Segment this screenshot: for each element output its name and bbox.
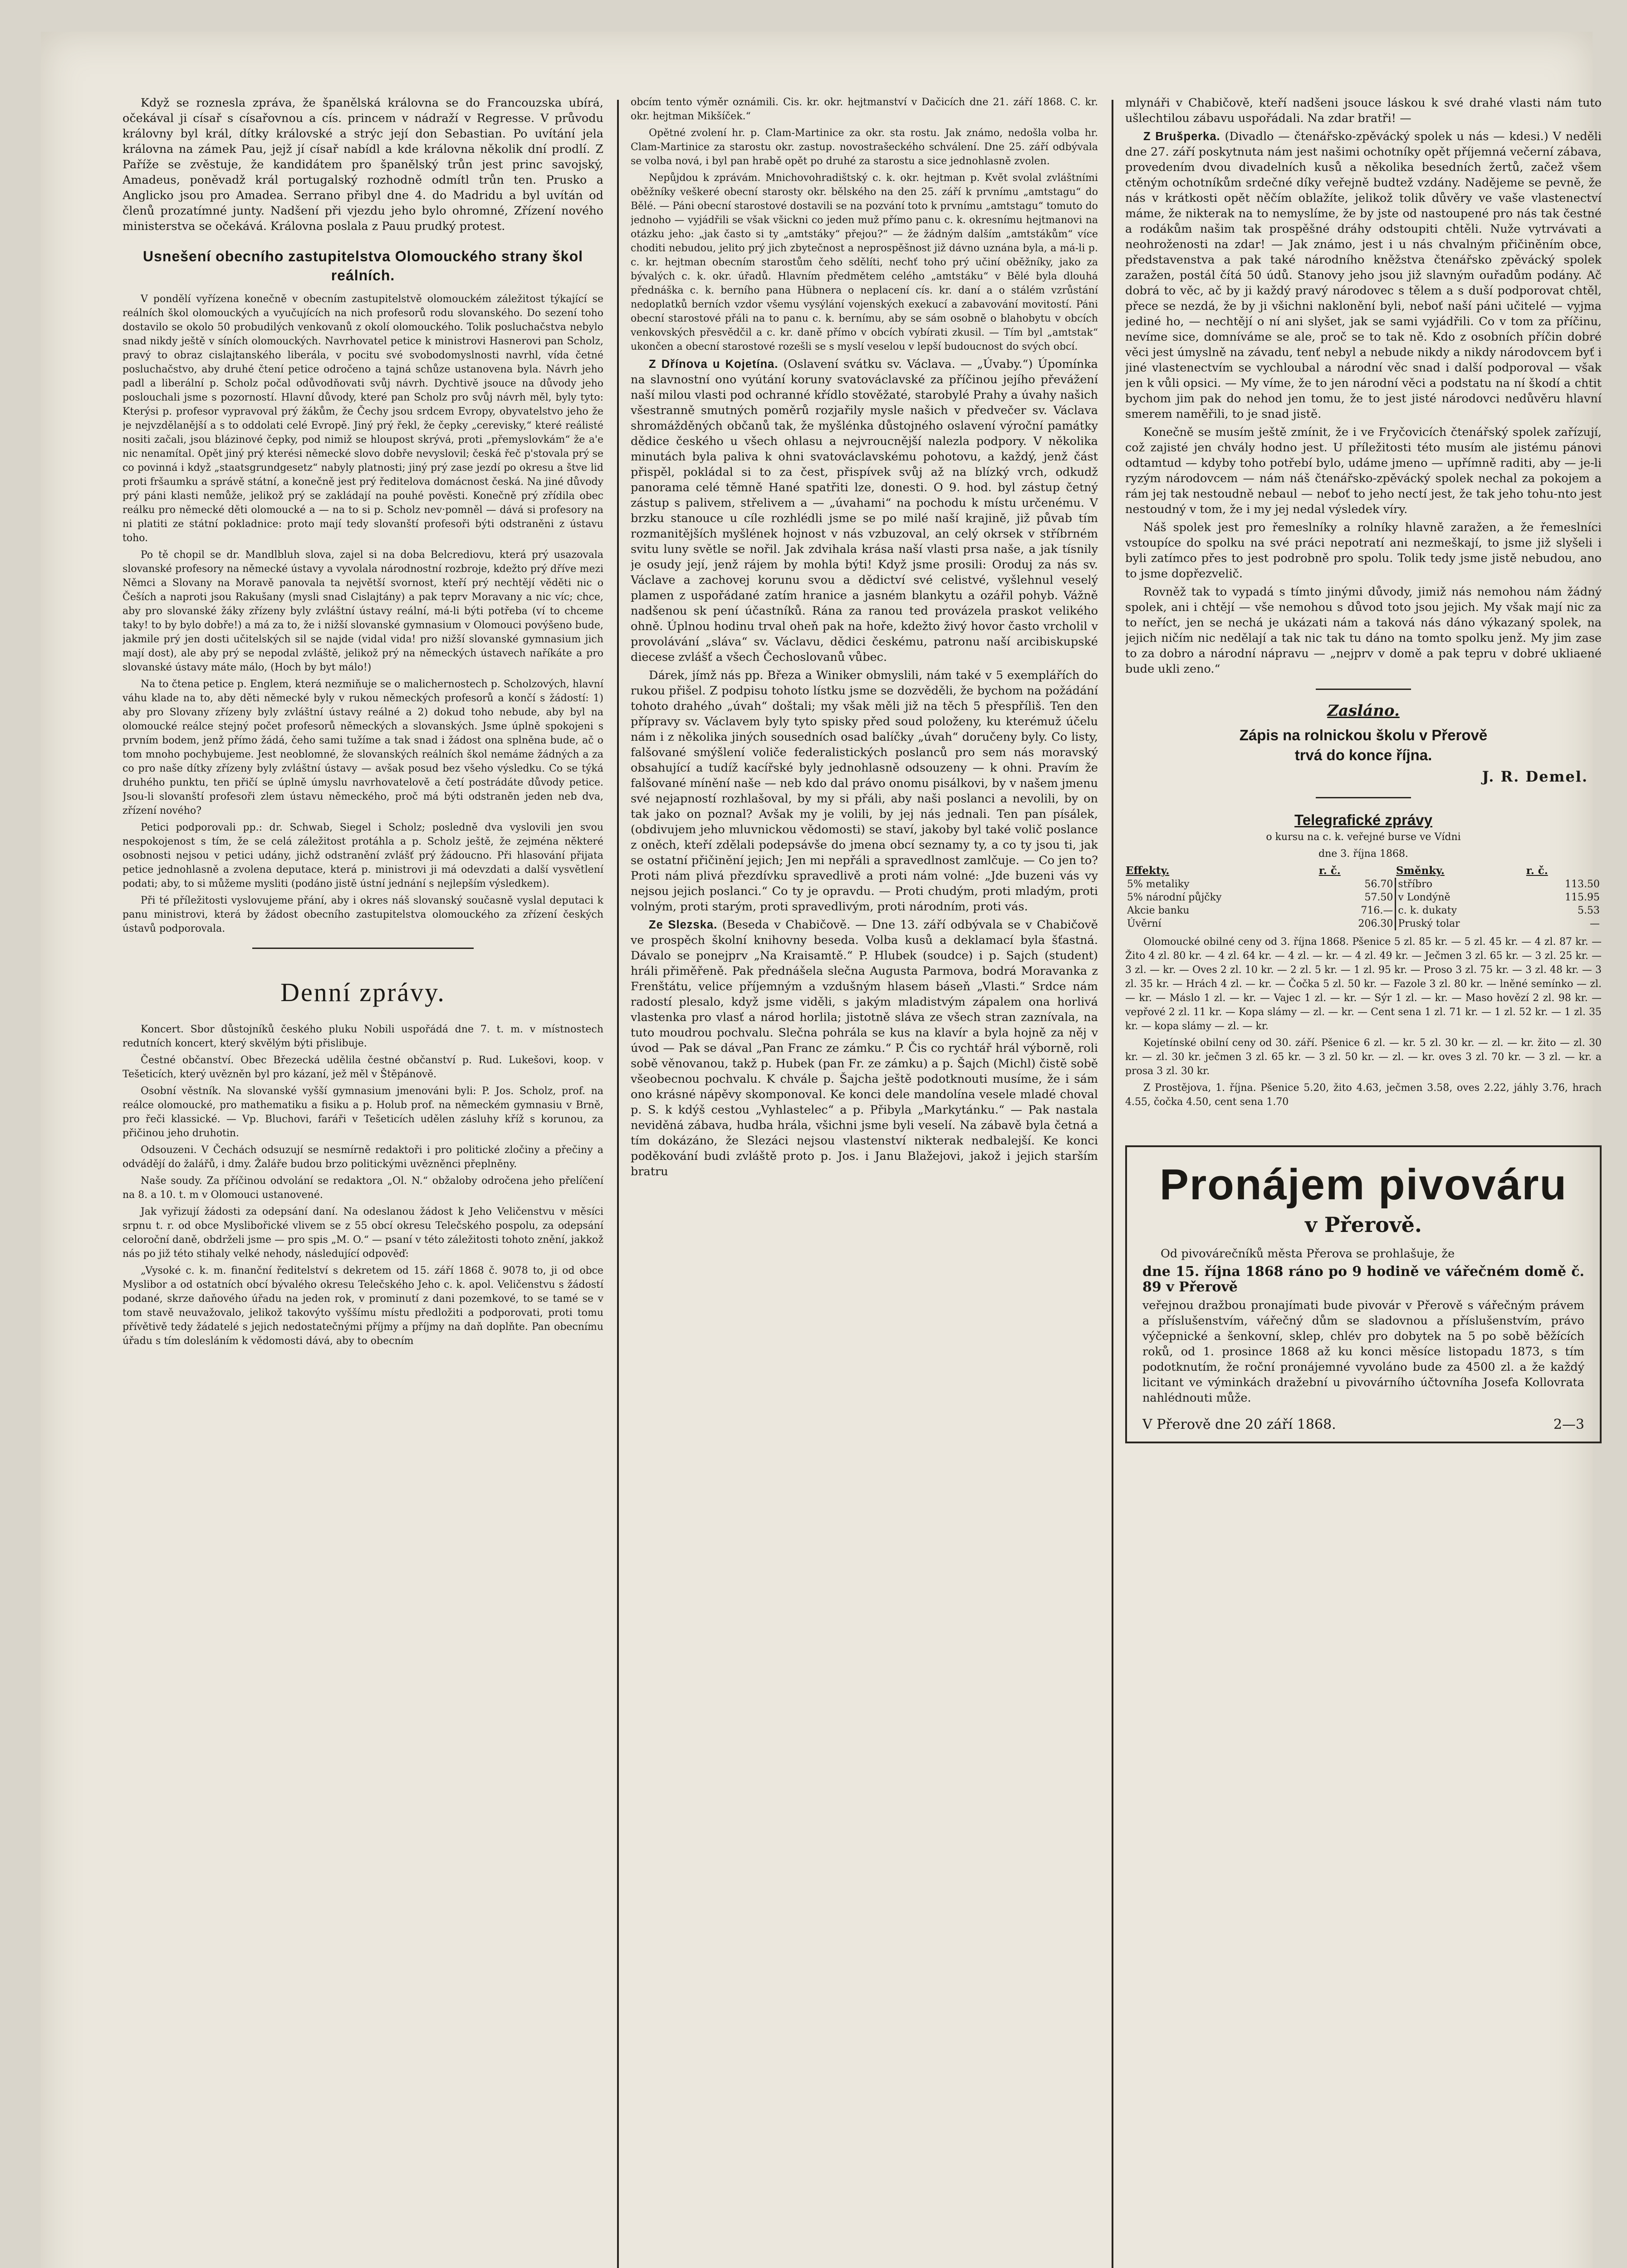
section-heading-olomouc: Usnešení obecního zastupitelstva Olomouckého strany škol reálních. — [142, 248, 583, 284]
news-lead: Ze Slezska. — [649, 919, 718, 931]
cell: — — [1590, 918, 1600, 929]
column-right — [1125, 95, 1602, 2268]
cell: 5% národní půjčky — [1127, 892, 1222, 903]
paragraph: Na to čtena petice p. Englem, která nezmiňuje se o malichernostech p. Scholzových, hlavní váhu klade na to, aby děti německé byly v rukou německých profesorů a končí s žádostí: 1) aby pro Slovany zřízeny byly zvláštní ústavy reálné a 2) dokud toho nebude, aby byl na olomoucké reálce stejný počet profesorů německých a slovanských. Jsme úplně spokojeni s prvním bodem, jenž přímo žádá, čeho sami tužíme a tak snad i žádost ona splněna bude, ač o tom mnoho pochybujeme. Jest neoblomné, že slovanských reálních škol nemáme žádných a za co pro naše dítky zřízeny byly zvláštní ústavy — avšak posud bez všeho výsledku. Co se týká druhého punktu, ten přičí se úplně úmyslu navrhovatelově a četí postrádáte důvody petice. Jsou-li slovanští profesoři zlem ústavu německého, proč má býti odstraněn jeden neb dva, zřízení nového? — [123, 679, 603, 816]
column-middle — [631, 95, 1098, 2268]
grain-prices-kojetin: Kojetínské obilní ceny od 30. září. Pšenice 6 zl. — kr. 5 zl. 30 kr. — zl. — kr. žito — zl. 30 kr. — zl. 30 kr. ječmen 3 zl. 65 kr. — 3 zl. 50 kr. — zl. — kr. oves 3 zl. 70 kr. — 3 zl. — kr. a prosa 3 zl. 30 kr. — [1125, 1037, 1602, 1077]
paragraph: V pondělí vyřízena konečně v obecním zastupitelstvě olomouckém záležitost týkající se reálních škol olomouckých a vyučujících na nich profesorů rodu slovanského. Do sezení toho dostavilo se okolo 50 probudilých venkovanů z okolí olomouckého. Tolik posluchačstva nebylo snad nikdy ještě v síních olomouckých. Navrhovatel petice k ministrovi Hasnerovi pan Scholz, pravý to obraz cislajtanského liberála, v pocitu své svobodomyslnosti navrhl, vída četné posluchačstvo, aby druhé čtení petice odročeno a tajná schůze ustanovena byla. Návrh jeho padl a liberální p. Scholz počal odůvodňovati svůj návrh. Dychtivě jsouce na důvody jeho poslouchali jsme s pozorností. Hlavní důvody, které pan Scholz pro svůj návrh měl, byly tyto: Kterýsi p. profesor vypravoval prý žákům, že Čechy jsou srdcem Evropy, obyvatelstvo jeho že je nejvzdělanější a s to oddolati celé Evropě. Jiný prý řekl, že čepky „cerevisky,“ které reálisté nositi začali, jsou blázinové čepky, pod nimiž se hloupost skrývá, proti „přemyslovkám“ že a'e nic nenamítal. Opět jiný prý kterési německé slovo dobře nevyslovil; česká řeč p'stovala prý se co povinná i když „staatsgrundgesetz“ nabyly platnosti; jiný prý zase jezdí po okresu a štve lid proti fršaumku a správě státní, a konečně jest prý ředitelova domácnost česká. Na jiné důvody prý páni klasti nemůže, jelikož prý se zakládají na pouhé pověsti. Konečně prý zřídila obec reálku pro německé děti olomoucké a — na to si p. Scholz nev·pomněl — dává si profesory na ni platiti ze státní pokladnice: proto mají tedy slovanští profesoři býti odstraněni z ústavu toho. — [123, 293, 603, 544]
paragraph: obcím tento výměr oznámili. Cis. kr. okr. hejtmanství v Dačicích dne 21. září 1868. C. kr. okr. hejtman Mikšíček.“ — [631, 97, 1098, 122]
news-item-drinov — [631, 357, 1098, 665]
paragraph: Rovněž tak to vypadá s tímto jinými důvody, jimiž nás nemohou nám žádný spolek, ani i chtějí — vše nemohou s důvod toto jsou jejich. My však mají nic za to neříct, jen se nechá je ukázati nám a taková nás dáno výkazaný spolek, na jejich ničím nic nedělají a tak nic tak tu dáno na tomto spolku jenž. My jim zase to za dobro a národní nápravu — „nejprv v domě a pak tepru v dobré ukliaené bude ukli zeno.“ — [1125, 585, 1602, 676]
cell: 57.50 — [1318, 891, 1396, 904]
zaslano-heading: Zasláno. — [1327, 702, 1400, 720]
cell: Pruský tolar — [1398, 918, 1460, 929]
cell: stříbro — [1398, 879, 1432, 890]
table-row — [1125, 878, 1602, 891]
table-row — [1125, 917, 1602, 930]
column-rule-right — [1112, 100, 1113, 2268]
cell: 113.50 — [1565, 879, 1600, 890]
telegraf-sub: o kursu na c. k. veřejné burse ve Vídni — [1266, 831, 1461, 843]
cell: 206.30 — [1318, 917, 1396, 930]
cell: 716.— — [1318, 904, 1396, 917]
news-item: Osobní věstník. Na slovanské vyšší gymnasium jmenováni byli: P. Jos. Scholz, prof. na reálce olomoucké, pro mathematiku a fisiku a p. Holub prof. na německém gymnasiu v Brně, pro řeči klassické. — Vp. Bluchovi, faráři v Tešeticích udělen zásluhy kříž s korunou, za přičinou jeho druhotin. — [123, 1085, 603, 1139]
ad-date-bold: dne 15. října 1868 ráno po 9 hodině ve vářečném domě č. 89 v Přerově — [1142, 1264, 1584, 1295]
table-row — [1125, 904, 1602, 917]
ad-subtitle: v Přerově. — [1305, 1212, 1422, 1237]
news-item: Čestné občanství. Obec Březecká udělila čestné občanství p. Rud. Lukešovi, koop. v Tešeticích, který uvězněn byl pro kázaní, jež měl v Štěpánově. — [123, 1055, 603, 1080]
article-spain-queen: Když se roznesla zpráva, že španělská královna se do Francouzska ubírá, očekával ji císař s císařovnou a cís. princem v nádraží v Regresse. V průvodu královny byl král, dítky královské a strýc její don Sebastian. Po uvítání jela královna na zámek Pau, jejž jí císař nabídl a kde královna několik dní prodlí. Z Paříže se zvěstuje, že kandidátem pro španělský trůn jest princ savojský, Amadeus, poněvadž král portugalský rozhodně odmítl trůn ten. Prusko a Anglicko jsou pro Amadea. Serrano přibyl dne 4. do Madridu a byl uvítán od členů prozatímné junty. Nadšení při vjezdu jeho bylo ohromné, Zřízení nového ministerstva se očekává. Královna poslala z Pauu prudký protest. — [123, 96, 603, 233]
section-heading-denni: Denní zprávy. — [280, 978, 446, 1007]
news-item-slezsko — [631, 917, 1098, 1179]
news-item: Odsouzeni. V Čechách odsuzují se nesmírně redaktoři i pro politické zločiny a přečiny a odvádějí do žalářů, i dmy. Žaláře budou brzo politickými uvězněnci přeplněny. — [123, 1144, 603, 1170]
column-left — [123, 95, 603, 2268]
cell: Akcie banku — [1127, 905, 1190, 916]
news-body: (Beseda v Chabičově. — Dne 13. září odbývala se v Chabičově ve prospěch školní knihovny beseda. Volba kusů a deklamací byla šťastná. Dávalo se ponejprv „Na Kraisamtě.“ P. Hlubek (soudce) i p. Sajch (student) hráli přiměřeně. Pak přednášela slečna Augusta Parmova, bodrá Moravanka z Frenštátu, velice příjemným a vzdušným hlasem báseň „Vlasti.“ Srdce nám radostí plesalo, když jsme viděli, s jakým mladistvým zápalem ona horlivá vlastenka pro vlasť a národ horlila; jistotně sláva ze všech stran zaznívala, na tuto moudrou pochvalu. Slečna pohrála se kus na klavír a byla hojně za něj v úvod — Pak se dával „Pan Franc ze zámku.“ P. Čis co rychtář hrál výborně, roli sobě věnovanou, takž p. Hubek (pan Fr. ze zámku) a p. Šajch (Michl) čistě sobě všeobecnou pochvalu. K chvále p. Šajcha ještě podotknouti musíme, že i sám ono krásné nápěvy skomponoval. Ke konci dele mandolína vesele mladé choval p. S. k kdýš cestou „Vyhlastelec“ a p. Přibyla „Markytánku.“ — Pak nastala neviděná zábava, hudba hrála, všichni jsme byli veselí. Na zábavě byla četná a tím dokázáno, že Slezáci nejsou vlastenství nikterak nedbalejší. Ke konci poděkování budi zvláště proto p. Jos. i Janu Blažejovi, jakož i jejich starším bratru — [631, 918, 1098, 1178]
cell: 5.53 — [1578, 905, 1600, 916]
paragraph: mlynáři v Chabičově, kteří nadšeni jsouce láskou k své drahé vlasti nám tuto ušlechtilou zábavu uspořádali. Na zdar bratři! — — [1125, 96, 1602, 125]
paragraph: Petici podporovali pp.: dr. Schwab, Siegel i Scholz; posledně dva vyslovili jen svou nespokojenost s tím, že se celá záležitost protáhla a p. Scholz ještě, že zejména některé osobnosti nejsou v petici udány, jichž odstranění zvlášť prý žádoucno. Při hlasování přijata petice jednohlasně a zvolena deputace, která p. ministrovi ji má odevzdati a další vysvětlení podati; aby, to si můžeme mysliti (podáno jistě ústní jednání s nejlepším výsledkem). — [123, 822, 603, 890]
news-body: (Divadlo — čtenářsko-zpěvácký spolek u nás — kdesi.) V neděli dne 27. září poskytnuta nám jest našimi ochotníky opět příjemná večerní zábava, provedením dvou divadelních kusů a několika besedních žertů, začež všem ctěným ochotníkům srdečné díky veřejně budtež vzdány. Nadějeme se pevně, že nás v krátkosti opět něčím oblažíte, jelikož tolik důvěry ve vaše vlastenectví máme, že nikterak na to nemyslíme, že by jste od nastoupené pro nás tak čestné a rodákům našim tak prospěšné dráhy odstoupiti chtěli. Nuže vytrvávati a neohroženosti na zdar! — Jak známo, jest i u nás chvalným přičiněním obce, představenstva a pak také národního kněžstva čtenářsko zpěvácký spolek zaražen, postál čítá 50 údů. Stanovy jeho jsou již slavným ouřadům podány. Ač dobrá to věc, ač by ji každý pravý národovec s tělem a s duší podporovat chtěl, přece se nezdá, že by ji všichni naklonění byli, neboť naší páni učitelé — vyjma jediné ho, — nechtějí o ní ani slyšet, jak se sami vyjádřili. Co v tom za příčinu, nevíme sice, domníváme se ale, proč se to tak ně. Kdo z osobních příčin dobré věci jest úmyslně na závadu, tenť nebyl a nebude nikdy a nikdy národovcem byť i jiné vlastenectvím se vychloubal a národní věc snad i další podporoval — však jen k vůli opsici. — My víme, že to jen národní věci a podstatu na ní škodí a chtit bychom jim pak do nehod jen tomu, že to jest jisté národovci nedůvěru hlavní smerem naměřili, to je snad jistě. — [1125, 130, 1602, 421]
newspaper-page — [41, 32, 1602, 2268]
ad-paragraph: Od pivovárečníků města Přerova se prohlašuje, že — [1161, 1247, 1455, 1261]
cell: v Londýně — [1398, 892, 1451, 903]
advertisement-brewery — [1125, 1145, 1602, 1443]
zapis-line-1: Zápis na rolnickou školu v Přerově — [1239, 727, 1488, 743]
ad-title: Pronájem pivováru — [1159, 1160, 1568, 1209]
cell: 5% metaliky — [1127, 879, 1190, 890]
ad-date: V Přerově dne 20 září 1868. — [1142, 1417, 1336, 1432]
grain-prices-prostejov: Z Prostějova, 1. října. Pšenice 5.20, žito 4.63, ječmen 3.58, oves 2.22, jáhly 3.76, hrach 4.55, čočka 4.50, cent sena 1.70 — [1125, 1082, 1602, 1108]
news-item: „Vysoké c. k. m. finanční ředitelství s dekretem od 15. září 1868 č. 9078 to, ji od obce Myslibor a od ostatních obcí bývalého okresu Telečského Jeho c. k. apol. Veličenstvu s žádostí podané, skrze daňového úřadu na jeden rok, v prominutí z dani pozemkové, to se tamé se v tom stavě neuvažovalo, jelikož takovýto vyššímu místu předložiti a podporovati, proti tomu přívětivě tedy žádatelé s jejich nedostatečnými příjmy a příjmy na daň doplňte. Pan obecnímu úřadu s tím dolesláním k vědomosti dává, aby to obecním — [123, 1265, 603, 1347]
news-item-bruzperk — [1125, 129, 1602, 422]
col-rc-right: r. č. — [1526, 865, 1548, 877]
paragraph: Po tě chopil se dr. Mandlbluh slova, zajel si na doba Belcrediovu, která prý usazovala slovanské profesory na německé ústavy a vyvolala národnostní rozbroje, kdežto prý dříve mezi Němci a Slovany na Moravě panovala ta největší svornost, kteří prý nechtějí věděti nic o Češích a naproti jsou Rakušany (mysli snad Cislajtány) a pak teprv Moravany a nic víc; chce, aby pro slovanské žáky zřízeny byly zvláštní ústavy reální, má-li býti potřeba (ví to chceme taky! to by bylo dobře!) a má za to, že i nižší slovanské gymnasium v Olomouci povýšeno bude, jakmile prý jen dosti učitelských sil se najde (vidal vida! pro nižší slovanské gymnasium jich mají dost), ale aby prý se nepodal zvláště, jelikož prý na německých ústavech naříkáte a pro slovanské ústavy máte málo, (Hoch by byt málo!) — [123, 549, 603, 673]
ad-number: 2—3 — [1553, 1417, 1584, 1432]
news-item: Dárek, jímž nás pp. Březa a Winiker obmyslili, nám také v 5 exemplářích do rukou přišel. Z podpisu tohoto lístku jsme se dozvěděli, že bychom na požádání tohoto drahého „úvah“ doštali; my však měli již na těch 5 přespříliš. Ten den přípravy sv. Václavem byly tyto spisky před soud položeny, ku kterémuž účelu nám i z několika jiných sousedních osad balíčky „úvah“ doručeny byly. Co listy, falšované smýšlení voliče federalistických poslanců pro sem nás moravský obsahující a tudíž kacířské byly jednohlasně odsouzeny — k ohni. Pravím že falšované mínění naše — neb kdo dal právo onomu pisálkovi, by v našem jmenu své nejapností rozhlašoval, by my si přáli, aby naši poslanci a nevolili, by on tak jako on poznal? Avšak my je volili, by jej nás jednali. Ten pan písálek, (obdivujem jeho mluvnickou vědomosti) se staví, jakoby byl také volič poslance z oněch, kteří zdělali podepsávše do jmena obcí seznamy ty, a co ty jsou ti, jak se ostatní přičinění jejich; Jen mi nepřáli a spravedlnost zamlčuje. — Co jen to? Proti nám plivá přezdívku spravedlivě a proti nám volné: „Jde buzeni vás vy nejsou jejich poslanci.“ Co ty je opravdu. — Proti chudým, proti mladým, proti volným, proti starým, proti spravedlivým, proti národním, proti vás. — [631, 669, 1098, 914]
divider — [1316, 689, 1411, 690]
news-item: Koncert. Sbor důstojníků českého pluku Nobili uspořádá dne 7. t. m. v místnostech redutních koncert, který skvělým býti přislibuje. — [123, 1024, 603, 1049]
news-lead: Z Dřínova u Kojetína. — [649, 358, 779, 371]
paragraph: Náš spolek jest pro řemeslníky a rolníky hlavně zaražen, a že řemeslníci vstoupíce do spolku na své práci nepotratí ani nezmeškají, to jsme již slyšeli i byli zatímco přes to jest podrobně pro spolu. Tolik tedy jsme jistě nebudou, ano to jsme dopřezvelič. — [1125, 521, 1602, 581]
cell: c. k. dukaty — [1398, 905, 1457, 916]
ad-paragraph: veřejnou dražbou pronajímati bude pivovár v Přerově s vářečným právem a příslušenstvím, vářečný dům se sladovnou a příslušenstvím, právo výčepnické a šenkovní, sklep, chlév pro dobytek na 5 po sobě běžících roků, od 1. prosince 1868 až ku konci měsíce listopadu 1873, s tím podotknutím, že roční pronájemné vyvoláno bude za 4500 zl. a že každý licitant ve výminkách dražební u pivovárního účtovníha Josefa Kollovrata nahlédnouti může. — [1142, 1299, 1584, 1405]
cell: Úvěrní — [1127, 918, 1161, 929]
news-body: (Oslavení svátku sv. Václava. — „Úvaby.“) Úpomínka na slavnostní ono vyútání koruny svatováclavské za příčinou jejího převážení naší milou vlasti pod ochranné křídlo stověžaté, starobylé Prahy a úvahy našich všestranně smutných poměrů rozjařily mysle našich v předvečer sv. Václava shromážděných občanů tak, že myšlénka důstojného oslavení výroční památky dědice českého u všech ohlasu a nejvroucnější nalezla podpory. V několika minutách byla paliva k ohni svatováclavskému pohotovu, a každý, jenž část přispěl, pokládal si to za čest, přispívek svůj až na blízký vrch, odkudž panorama celé těmně Hané spatřiti lze, donesti. O 9. hod. byl zástup četný zástup s palivem, střelivem a — „úvahami“ na pochodu k místu určenému. V brzku stanouce u cíle rozhlédli jsme se po milé naší krajině, již půvab tím rozmanitějších myšlének hojnost v nás vzbuzoval, an celý okrsek v stříbrném svitu luny světle se nořil. Jak zdvihala krása naší vlasti prsa naše, a jak tísnily je osudy její, jenž rájem by mohla býti! Když jsme prosili: Oroduj za nás sv. Václave a zachovej korunu svou a dědictví své celistvé, vyšlehnul veselý plamen z uspořádané zatím hranice a jasném blankytu a ozářil pohyb. Vážně nadšenou sk pení účastníků. Rána za ranou ted provázela praskot velikého ohně. Úplnou hodinu trval oheň pak na hoře, kdežto živý hovor často vrcholil v provolávání „sláva“ sv. Václavu, dědici českému, patronu naší arcibiskupské diecese zvlášť a všech Čechoslovanů vůbec. — [631, 357, 1098, 664]
col-rc-left: r. č. — [1318, 865, 1341, 877]
table-row — [1125, 891, 1602, 904]
telegraf-date: dne 3. října 1868. — [1318, 848, 1408, 860]
paragraph: Při té příležitosti vyslovujeme přání, aby i okres náš slovanský současně vyslal deputaci k panu ministrovi, která by žádost obecního zastupitelstva olomouckého za zřízení českých ústavů podporovala. — [123, 895, 603, 934]
cell: 56.70 — [1318, 878, 1396, 891]
telegraf-heading: Telegrafické zprávy — [1294, 811, 1432, 828]
news-item: Opětné zvolení hr. p. Clam-Martinice za okr. sta rostu. Jak známo, nedošla volba hr. Clam-Martinice za starostu okr. zastup. novostrašeckého schválení. Dne 25. září odbývala se volba nová, i byl pan hrabě opět po druhé za starostu a sice jednohlasně zvolen. — [631, 127, 1098, 167]
news-item: Naše soudy. Za příčinou odvolání se redaktora „Ol. N.“ obžaloby odročena jeho přelíčení na 8. a 10. t. m v Olomouci ustanovené. — [123, 1175, 603, 1201]
ad-footer — [1142, 1417, 1584, 1432]
news-item: Nepůjdou k zprávám. Mnichovohradištský c. k. okr. hejtman p. Květ svolal zvláštními oběžníky veškeré obecní starosty okr. bělského na den 25. září k prvnímu „amtstagu“ do Bělé. — Páni obecní starostové dostavili se na pozvání toto k prvnímu „amtstagu“ tomuto do jednoho — vyjádřili se však všickni co jeden muž přímo panu c. k. okresnímu hejtmanovi na otázku jeho: „jak často si ty „amtstáky“ přejou?“ — že žádným dalším „amtstákům“ více choditi nebudou, jelito prý jich zbytečnost a neprospěšnost již dávno uznána byla, a má-li p. c. kr. hejtman obecním starostům čeho sdělíti, nechť toho prý učiní oběžníky, jako za bývalých c. k. okr. úřadů. Hlavním předmětem celého „amtstáku“ v Bělé byla dlouhá přednáška c. k. berního pana Hübnera o neplacení cís. kr. daní a o stálém vzrůstání nedoplatků berních vzdor všemu vysýlání vojenských exekucí a zabavování movitostí. Páni obecní starostové přáli na to panu c. k. bernímu, aby se sám osobně o blahobytu v obcích venkovských přesvědčil a c. kr. daně přímo v obcích vybírati zkusil. — Tím byl „amtstak“ ukončen a obecní starostové rozešli se s myslí veselou v lepší budoucnost do svých obcí. — [631, 172, 1098, 352]
grain-prices-olomouc: Olomoucké obilné ceny od 3. října 1868. Pšenice 5 zl. 85 kr. — 5 zl. 45 kr. — 4 zl. 87 kr. — Žito 4 zl. 80 kr. — 4 zl. 64 kr. — 4 zl. — kr. — 4 zl. 49 kr. — Ječmen 3 zl. 65 kr. — 3 zl. 25 kr. — 3 zl. — kr. — Oves 2 zl. 10 kr. — 2 zl. 5 kr. — 1 zl. 95 kr. — Proso 3 zl. 75 kr. — 3 zl. 48 kr. — 3 zl. 35 kr. — Hrách 4 zl. — kr. — Čočka 5 zl. 50 kr. — Fazole 3 zl. 80 kr. — lněné semínko — zl. — kr. — Máslo 1 zl. — kr. — Vajec 1 zl. — kr. — Sýr 1 zl. — kr. — Maso hovězí 2 zl. 98 kr. — vepřové 2 zl. 11 kr. — Kopa slámy — zl. — kr. — Cent sena 1 zl. 71 kr. — 1 zl. 52 kr. — 1 zl. 35 kr. — kopa slámy — zl. — kr. — [1125, 936, 1602, 1032]
paragraph: Konečně se musím ještě zmínit, že i ve Fryčovicích čtenářský spolek zařízují, což zajisté jen chvály hodno jest. U příležitosti této musím ale jistému pánovi odtamtud — kdyby toho potřebí bylo, udáme jmeno — upřímně raditi, aby — je-li ryzým národovcem — nám náš čtenářsko-zpěvácký spolek nechal za pokojem a rám jej tak nestoudně nebaul — neboť to jeho nectí jest, že tak jeho tohu-nto jest nestoudný v tom, že i my jej nedal výsledek víry. — [1125, 425, 1602, 516]
col-effekty: Effekty. — [1126, 865, 1170, 877]
divider — [1316, 797, 1411, 798]
cell: 115.95 — [1565, 892, 1600, 903]
col-smenky: Směnky. — [1396, 865, 1445, 877]
zapis-signature: J. R. Demel. — [1482, 768, 1588, 785]
news-item: Jak vyřizují žádosti za odepsání daní. Na odeslanou žádost k Jeho Veličenstvu v měsíci srpnu t. r. od obce Myslibořické vlivem se z 55 obcí okresu Telečského pospolu, za odepsání celoroční daně, obdrželi jsme — pro spis „M. O.“ — psaní v této záležitosti tohoto znění, jakkož nás po již této stihaly velké nehody, následující odpověď: — [123, 1206, 603, 1260]
divider — [252, 948, 474, 949]
zapis-line-2: trvá do konce října. — [1294, 747, 1432, 763]
exchange-table — [1125, 864, 1602, 930]
column-rule-left — [617, 100, 619, 2268]
news-lead: Z Brušperka. — [1143, 130, 1220, 143]
